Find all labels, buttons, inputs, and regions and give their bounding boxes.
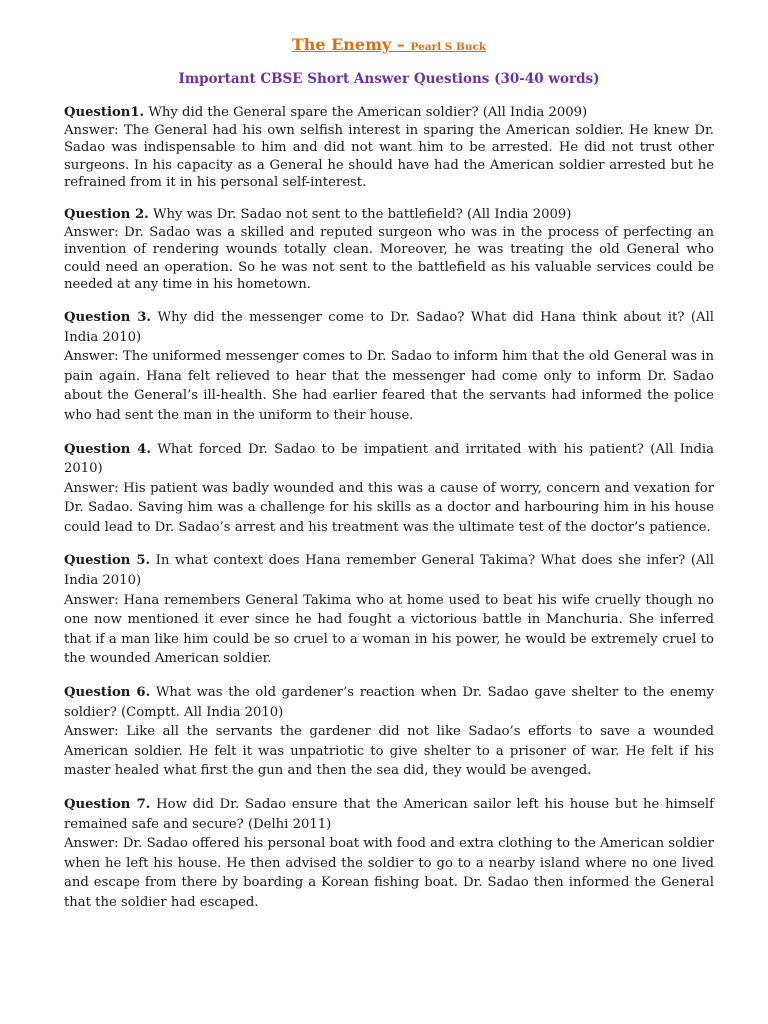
answer-1: Answer: The General had his own selfish interest in sparing the American soldier. He knew Dr. Sadao was indispensable to him and did not want him to be arrested. He did not trust other surgeons. In his capacity as a General he should have had the American soldier arrested but he refrained from it in his personal self-interest. (64, 122, 714, 191)
question-block-5 (64, 551, 714, 669)
document-subtitle: Important CBSE Short Answer Questions (30-40 words) (178, 71, 600, 87)
answer-7: Answer: Dr. Sadao offered his personal boat with food and extra clothing to the American soldier when he left his house. He then advised the soldier to go to a nearby island where no one lived and escape from there by boarding a Korean fishing boat. Dr. Sadao then informed the General that the soldier had escaped. (64, 836, 714, 910)
document-title (64, 34, 714, 58)
question-2 (64, 206, 714, 224)
question-label: Question 3. (64, 309, 152, 325)
question-6 (64, 683, 714, 722)
author-name: Pearl S Buck (410, 41, 487, 53)
question-label: Question 2. (64, 206, 149, 222)
answer-4: Answer: His patient was badly wounded and this was a cause of worry, concern and vexation for Dr. Sadao. Saving him was a challenge for his skills as a doctor and harbouring him in his house could lead to Dr. Sadao’s arrest and his treatment was the ultimate test of the doctor’s patience. (64, 480, 714, 535)
question-7 (64, 795, 714, 834)
question-label: Question 5. (64, 553, 151, 569)
question-text: In what context does Hana remember General Takima? What does she infer? (All India 2010) (64, 553, 715, 589)
question-block-7 (64, 795, 714, 913)
answer-3: Answer: The uniformed messenger comes to Dr. Sadao to inform him that the old General was in pain again. Hana felt relieved to hear that the messenger had come only to inform Dr. Sadao about the General’s ill-health. She had earlier feared that the servants had informed the police who had sent the man in the uniform to their house. (64, 349, 714, 423)
question-text: Why did the messenger come to Dr. Sadao? What did Hana think about it? (All India 2010) (64, 309, 715, 345)
question-label: Question 6. (64, 685, 151, 701)
question-block-6 (64, 683, 714, 781)
question-text: Why was Dr. Sadao not sent to the battlefield? (All India 2009) (152, 206, 572, 222)
answer-2: Answer: Dr. Sadao was a skilled and reputed surgeon who was in the process of perfecting an invention of rendering wounds totally clean. Moreover, he was treating the old General who could need an operation. So he was not sent to the battlefield as his valuable services could be needed at any time in his hometown. (64, 224, 714, 293)
question-5 (64, 551, 714, 590)
question-label: Question1. (64, 105, 145, 120)
question-block-3 (64, 308, 714, 426)
question-4 (64, 440, 714, 479)
question-text: Why did the General spare the American soldier? (All India 2009) (148, 105, 588, 120)
question-text: How did Dr. Sadao ensure that the American sailor left his house but he himself remained safe and secure? (Delhi 2011) (64, 797, 715, 832)
question-block-4 (64, 440, 714, 538)
question-1 (64, 104, 714, 122)
question-text: What forced Dr. Sadao to be impatient and irritated with his patient? (All India 2010) (64, 441, 715, 477)
answer-6: Answer: Like all the servants the gardener did not like Sadao’s efforts to save a wounded American soldier. He felt it was unpatriotic to give shelter to a prisoner of war. He felt if his master healed what first the gun and then the sea did, they would be avenged. (64, 724, 714, 779)
question-text: What was the old gardener’s reaction when Dr. Sadao gave shelter to the enemy soldier? (Comptt. All India 2010) (64, 685, 714, 720)
question-label: Question 7. (64, 797, 151, 812)
question-label: Question 4. (64, 441, 151, 457)
question-block-2 (64, 206, 714, 294)
question-block-1 (64, 104, 714, 192)
question-3 (64, 308, 714, 347)
answer-5: Answer: Hana remembers General Takima who at home used to beat his wife cruelly though no one now mentioned it ever since he had fought a victorious battle in Manchuria. She inferred that if a man like him could be so cruel to a woman in his power, he would be extremely cruel to the wounded American soldier. (64, 592, 714, 667)
title-text: The Enemy – (291, 35, 405, 54)
